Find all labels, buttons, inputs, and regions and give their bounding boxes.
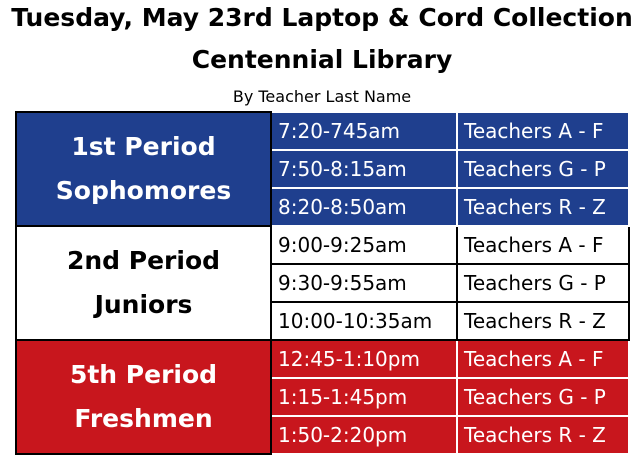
time-slot: 1:50-2:20pm — [271, 416, 457, 454]
table-row — [16, 226, 629, 264]
table-row — [16, 112, 629, 150]
teacher-group: Teachers R - Z — [457, 302, 629, 340]
time-slot: 12:45-1:10pm — [271, 340, 457, 378]
period-name: 2nd Period — [66, 246, 221, 275]
period-cell — [16, 226, 271, 340]
teacher-group: Teachers G - P — [457, 150, 629, 188]
period-cell — [16, 340, 271, 454]
location-title: Centennial Library — [191, 45, 453, 74]
time-slot: 1:15-1:45pm — [271, 378, 457, 416]
page-title: Tuesday, May 23rd Laptop & Cord Collection — [11, 3, 633, 32]
teacher-group: Teachers A - F — [457, 112, 629, 150]
collection-schedule-table — [15, 111, 630, 455]
grade-name: Juniors — [94, 290, 193, 319]
table-row — [16, 340, 629, 378]
teacher-group: Teachers A - F — [457, 340, 629, 378]
teacher-group: Teachers G - P — [457, 264, 629, 302]
grade-name: Sophomores — [55, 176, 232, 205]
time-slot: 10:00-10:35am — [271, 302, 457, 340]
grade-name: Freshmen — [74, 404, 213, 433]
time-slot: 8:20-8:50am — [271, 188, 457, 226]
period-name: 5th Period — [69, 360, 218, 389]
time-slot: 9:30-9:55am — [271, 264, 457, 302]
teacher-group: Teachers R - Z — [457, 188, 629, 226]
teacher-group: Teachers G - P — [457, 378, 629, 416]
period-name: 1st Period — [71, 132, 216, 161]
time-slot: 9:00-9:25am — [271, 226, 457, 264]
time-slot: 7:50-8:15am — [271, 150, 457, 188]
period-cell — [16, 112, 271, 226]
teacher-group: Teachers A - F — [457, 226, 629, 264]
teacher-group: Teachers R - Z — [457, 416, 629, 454]
page-subtitle: By Teacher Last Name — [232, 87, 412, 106]
time-slot: 7:20-745am — [271, 112, 457, 150]
